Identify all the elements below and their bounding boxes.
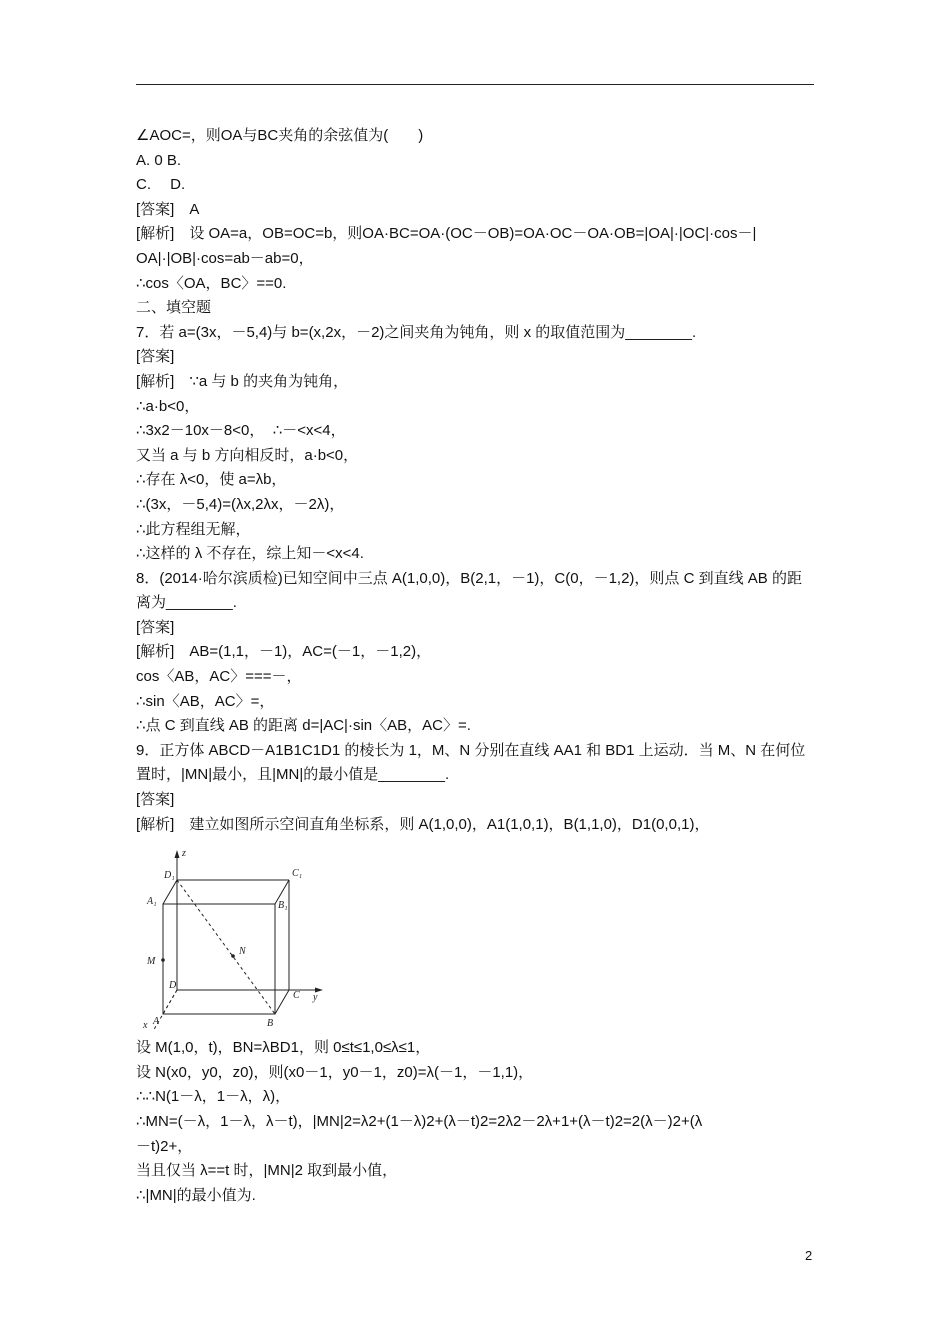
z-axis-arrow (175, 850, 180, 858)
text-line: 当且仅当 λ==t 时，|MN|2 取到最小值， (136, 1162, 398, 1180)
label-d1: D₁ (164, 870, 175, 882)
text-line: ∴存在 λ<0，使 a=λb， (136, 471, 287, 489)
text-line: A. 0 B. (136, 151, 182, 169)
label-c1: C₁ (292, 868, 303, 880)
edge-d1a1 (163, 880, 177, 904)
text-line: 9．正方体 ABCD－A1B1C1D1 的棱长为 1，M、N 分别在直线 AA1 和 BD1 上运动．当 M、N 在何位 (136, 741, 806, 759)
text-line: ∴MN=(－λ，1－λ，λ－t)，|MN|2=λ2+(1－λ)2+(λ－t)2=2λ2－2λ+1+(λ－t)2=2(λ－)2+(λ (136, 1113, 703, 1130)
label-c: C (293, 990, 300, 1002)
label-a: A (153, 1016, 160, 1028)
cube-diagram (139, 840, 329, 1030)
text-line: 设 M(1,0，t)，BN=λBD1，则 0≤t≤1,0≤λ≤1， (136, 1039, 431, 1057)
text-line: [答案] (136, 348, 175, 366)
text-line: [答案] A (136, 200, 200, 218)
text-line: ∴sin〈AB，AC〉=， (136, 692, 275, 710)
text-line: [答案] (136, 618, 175, 636)
text-line: [解析] 设 OA=a，OB=OC=b，则OA·BC=OA·(OC－OB)=OA·OC－OA·OB=|OA|·|OC|·cos－| (136, 225, 757, 243)
label-m: M (147, 956, 156, 968)
front-face (163, 904, 275, 1014)
text-line: [解析] AB=(1,1，－1)，AC=(－1，－1,2)， (136, 643, 432, 661)
point-m (161, 958, 165, 962)
text-line: 7．若 a=(3x，－5,4)与 b=(x,2x，－2)之间夹角为钝角，则 x 的取值范围为________. (136, 323, 697, 341)
text-line: [解析] 建立如图所示空间直角坐标系，则 A(1,0,0)，A1(1,0,1)，B(1,1,0)，D1(0,0,1)， (136, 815, 710, 833)
point-n (231, 954, 235, 958)
text-block-bottom (136, 1036, 826, 1208)
text-block-top (136, 124, 826, 837)
text-line: ∠AOC=，则OA与BC夹角的余弦值为( ) (136, 127, 424, 144)
label-n: N (239, 946, 246, 958)
diagonal-bd1 (177, 880, 275, 1014)
page-number: 2 (805, 1248, 813, 1263)
text-line: ∴|MN|的最小值为. (136, 1186, 256, 1204)
text-line: ∴a·b<0， (136, 397, 200, 415)
document-body (136, 124, 826, 1208)
text-line: C. D. (136, 176, 186, 194)
text-line: ∴cos〈OA，BC〉==0. (136, 274, 287, 292)
label-b: B (267, 1018, 274, 1030)
text-line: ∴点 C 到直线 AB 的距离 d=|AC|·sin〈AB，AC〉=. (136, 717, 471, 735)
text-line: [解析] ∵a 与 b 的夹角为钝角， (136, 372, 349, 390)
text-line: OA|·|OB|·cos=ab－ab=0， (136, 249, 314, 267)
text-line: [答案] (136, 791, 175, 809)
label-a1: A₁ (147, 896, 157, 908)
text-line: 8．(2014·哈尔滨质检)已知空间中三点 A(1,0,0)，B(2,1，－1)，C(0，－1,2)，则点 C 到直线 AB 的距 (136, 569, 802, 587)
label-z: z (182, 848, 186, 860)
label-x: x (143, 1020, 148, 1031)
edge-cb (275, 990, 289, 1014)
text-line: 置时，|MN|最小，且|MN|的最小值是________. (136, 766, 450, 784)
text-line: ∴3x2－10x－8<0， ∴－<x<4， (136, 422, 346, 440)
text-line: ∴此方程组无解， (136, 520, 251, 538)
header-rule (136, 84, 814, 85)
text-line: －t)2+， (136, 1137, 193, 1155)
text-line: ∴这样的 λ 不存在，综上知－<x<4. (136, 545, 364, 563)
text-line: cos〈AB，AC〉===－， (136, 668, 302, 686)
label-b1: B₁ (278, 900, 288, 912)
edge-da (163, 990, 177, 1014)
text-line: 设 N(x0，y0，z0)，则(x0－1，y0－1，z0)=λ(－1，－1,1)， (136, 1063, 534, 1081)
label-d: D (169, 980, 177, 992)
text-line: 离为________. (136, 594, 237, 612)
text-line: ∴(3x，－5,4)=(λx,2λx，－2λ)， (136, 495, 345, 513)
text-line: 二、填空题 (136, 299, 212, 317)
text-line: ∴∴N(1－λ，1－λ，λ)， (136, 1088, 291, 1106)
label-y: y (313, 992, 318, 1004)
text-line: 又当 a 与 b 方向相反时，a·b<0， (136, 446, 359, 464)
